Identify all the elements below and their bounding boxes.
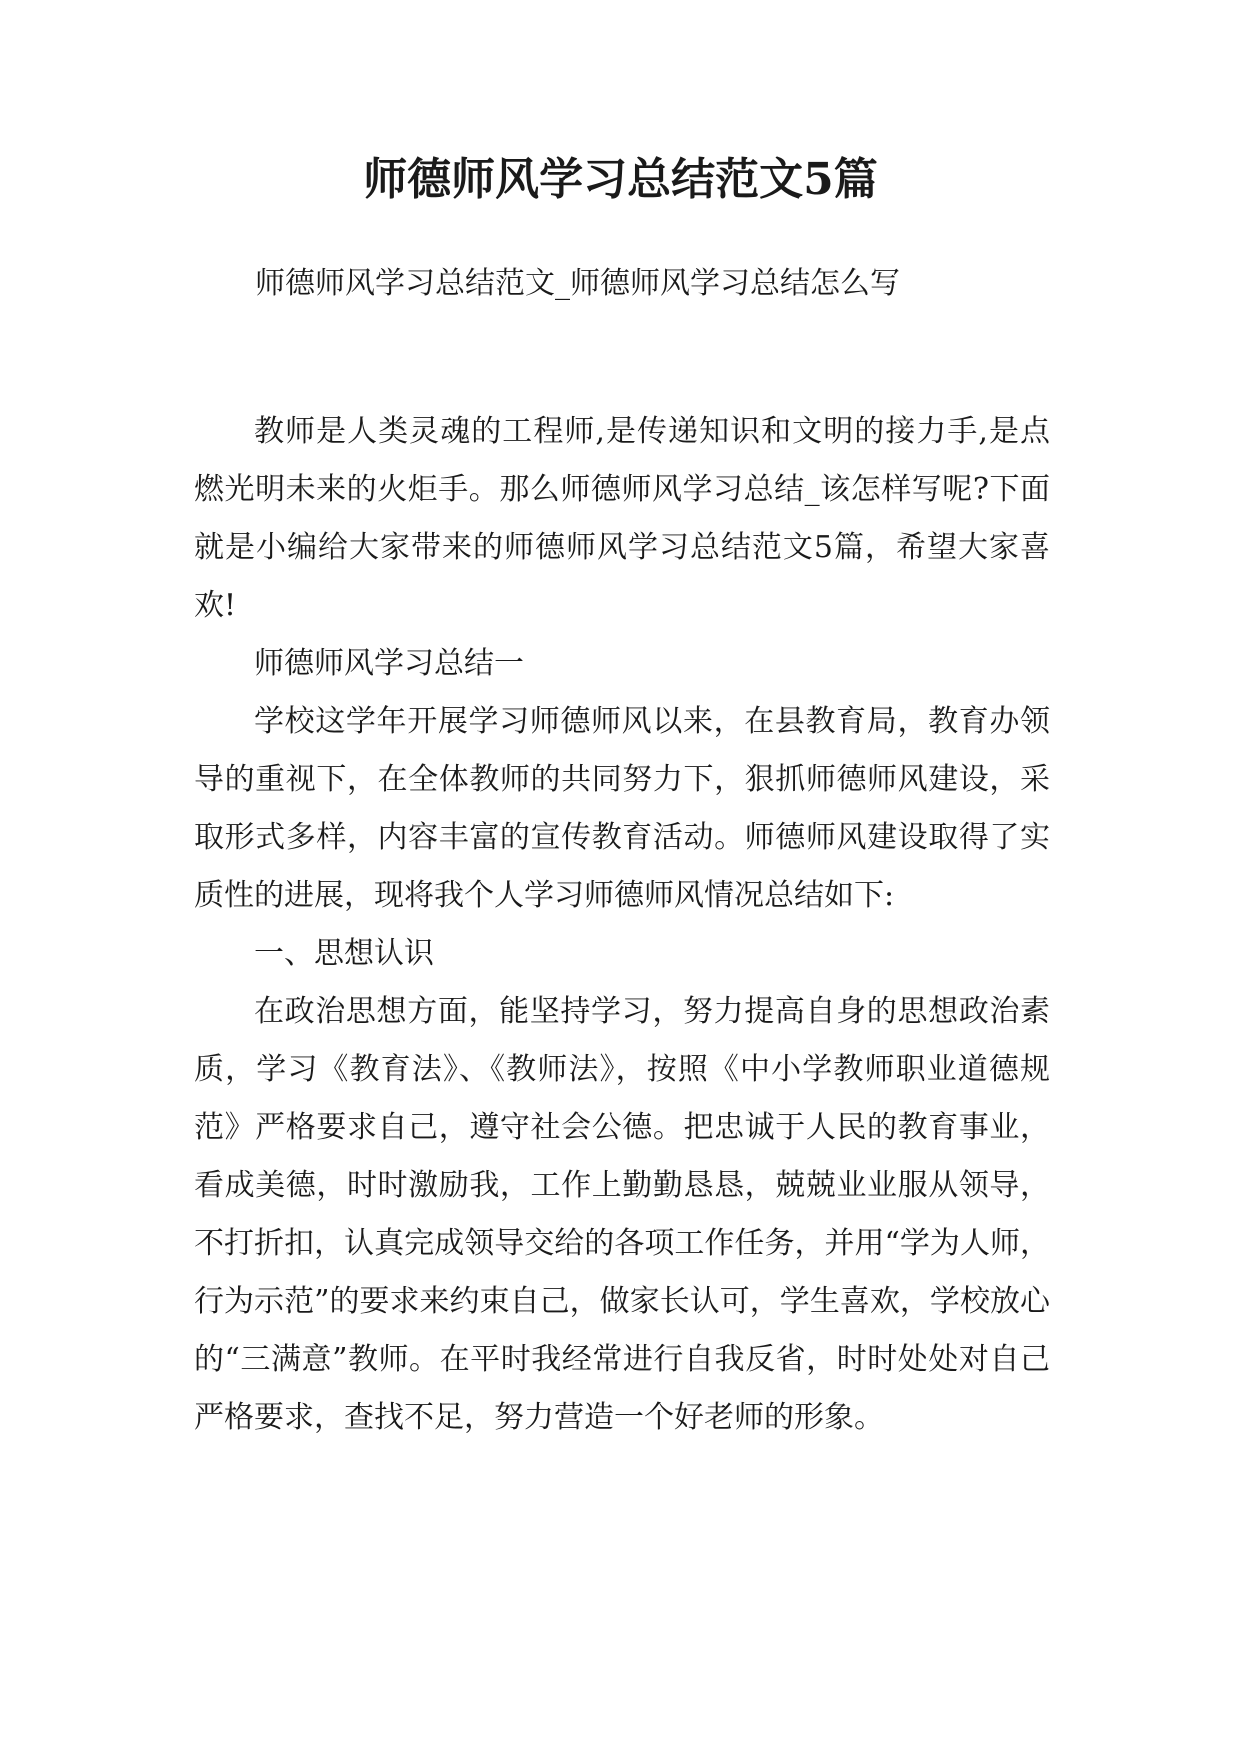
body-paragraph: 学校这学年开展学习师德师风以来，在县教育局，教育办领导的重视下，在全体教师的共同努力下，狠抓师德师风建设，采取形式多样，内容丰富的宣传教育活动。师德师风建设取得了实质性的进展，现将我个人学习师德师风情况总结如下: xyxy=(194,704,1050,913)
intro-paragraph: 教师是人类灵魂的工程师,是传递知识和文明的接力手,是点燃光明未来的火炬手。那么师德师风学习总结_该怎样写呢?下面就是小编给大家带来的师德师风学习总结范文5篇，希望大家喜欢! xyxy=(194,414,1050,623)
section-heading-summary-one: 师德师风学习总结一 xyxy=(254,646,524,681)
body-paragraph: 在政治思想方面，能坚持学习，努力提高自身的思想政治素质，学习《教育法》、《教师法》，按照《中小学教师职业道德规范》严格要求自己，遵守社会公德。把忠诚于人民的教育事业，看成美德，时时激励我，工作上勤勤恳恳，兢兢业业服从领导，不打折扣，认真完成领导交给的各项工作任务，并用“学为人师，行为示范”的要求来约束自己，做家长认可，学生喜欢，学校放心的“三满意”教师。在平时我经常进行自我反省，时时处处对自己严格要求，查找不足，努力营造一个好老师的形象。 xyxy=(194,994,1050,1435)
section-heading-ideology: 一、思想认识 xyxy=(254,936,434,971)
document-body xyxy=(194,403,1050,1447)
document-subtitle: 师德师风学习总结范文_师德师风学习总结怎么写 xyxy=(255,266,900,301)
document-title: 师德师风学习总结范文5篇 xyxy=(363,154,878,205)
